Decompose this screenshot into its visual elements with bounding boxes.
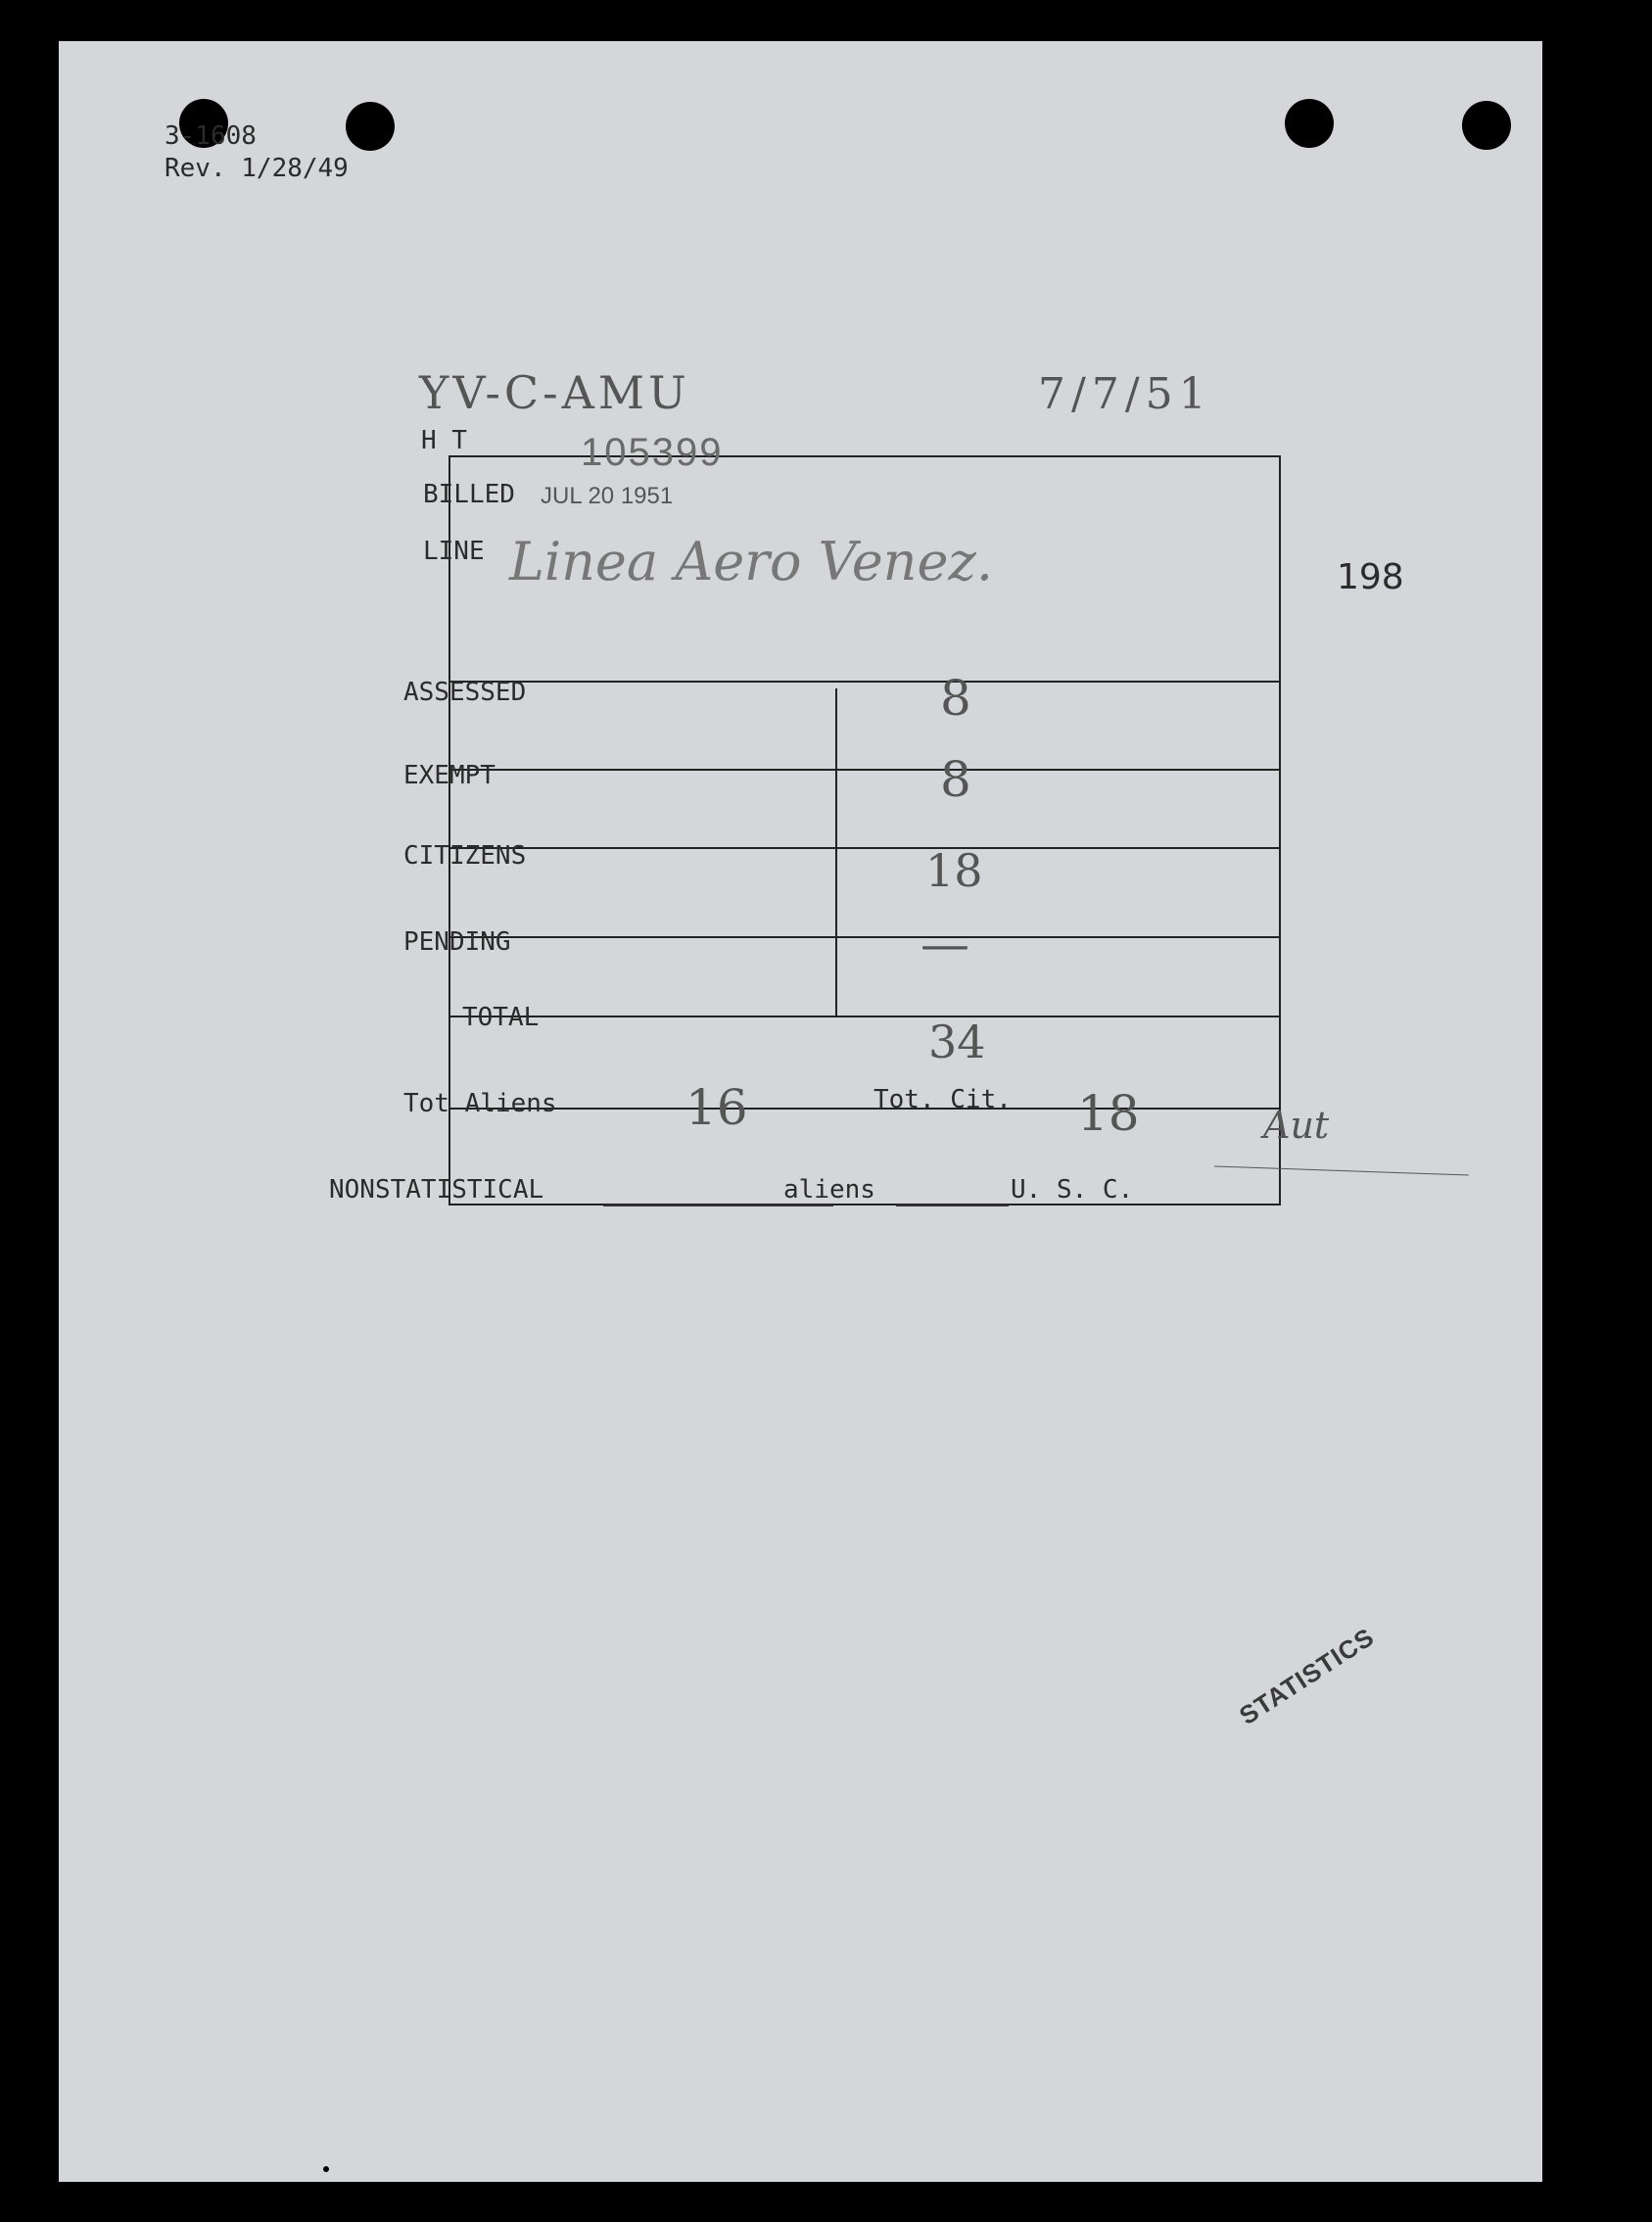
row-value-exempt: 8: [940, 751, 971, 808]
ht-number: 105399: [581, 431, 724, 474]
speck: [323, 2166, 329, 2172]
punch-hole: [346, 102, 395, 151]
handwritten-code: YV-C-AMU: [419, 366, 690, 419]
billed-label: BILLED: [423, 480, 515, 509]
nonstat-label: NONSTATISTICAL: [329, 1175, 544, 1205]
punch-hole: [1285, 99, 1334, 148]
divider: [450, 681, 1279, 683]
blank-line-usc-count: [896, 1205, 1009, 1206]
blank-line-aliens-count: [603, 1205, 833, 1206]
line-label: LINE: [423, 537, 485, 566]
row-value-pending: —: [920, 916, 969, 972]
line-value: Linea Aero Venez.: [509, 531, 994, 592]
tot-aliens-label: Tot Aliens: [403, 1089, 557, 1118]
tot-aliens-value: 16: [685, 1079, 748, 1136]
divider: [450, 936, 1279, 938]
form-number: 3-1608: [165, 121, 257, 151]
nonstat-usc-label: U. S. C.: [1011, 1175, 1134, 1205]
row-value-assessed: 8: [940, 670, 971, 727]
row-label-citizens: CITIZENS: [403, 841, 527, 871]
form-revision: Rev. 1/28/49: [165, 154, 349, 183]
billed-date-stamp: JUL 20 1951: [541, 483, 674, 509]
document-page: [59, 41, 1542, 2182]
ht-label: H T: [421, 426, 467, 455]
punch-hole: [1462, 101, 1511, 150]
row-label-assessed: ASSESSED: [403, 678, 527, 707]
row-label-pending: PENDING: [403, 927, 511, 957]
nonstat-aliens-label: aliens: [783, 1175, 875, 1205]
tot-cit-label: Tot. Cit.: [873, 1085, 1012, 1114]
divider: [450, 847, 1279, 849]
divider: [450, 1016, 1279, 1017]
column-divider: [835, 688, 837, 1016]
divider: [450, 769, 1279, 771]
page-number: 198: [1337, 557, 1404, 597]
total-value: 34: [928, 1016, 986, 1068]
row-label-exempt: EXEMPT: [403, 761, 496, 790]
handwritten-date: 7/7/51: [1038, 369, 1212, 419]
handwritten-initials: Aut: [1263, 1104, 1330, 1147]
total-label: TOTAL: [462, 1003, 540, 1032]
divider: [450, 1108, 1279, 1110]
statistics-stamp: STATISTICS: [1234, 1622, 1380, 1731]
row-value-citizens: 18: [925, 844, 983, 897]
tot-cit-value: 18: [1077, 1085, 1140, 1142]
